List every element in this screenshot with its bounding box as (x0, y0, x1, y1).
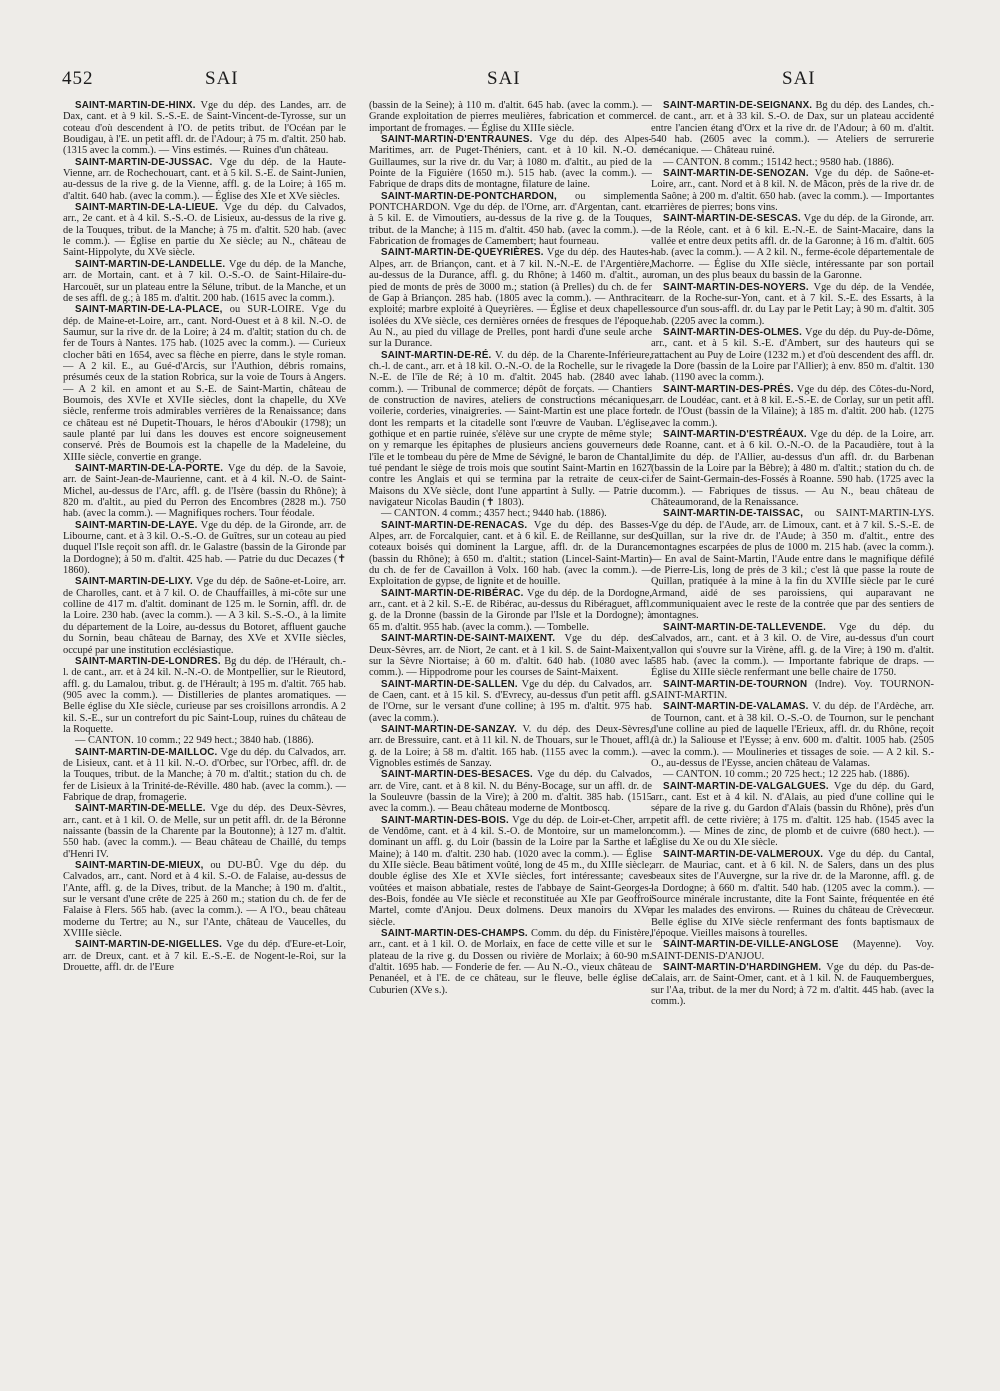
entry-text: V. du dép. de la Charente-Inférieure, ch.-l. de cant., arr. et à 18 kil. O.-N.-O. de la Rochelle, sur le rivage N.-E. de l'île de Ré; à 10 m. d'altit. 2045 hab. (2840 avec la comm.). — Tribunal de commerce; dépôt de forçats. — Chantiers de construction de navires, ateliers de constructions mécaniques, voilerie, corderies, vinaigreries. — Saint-Martin est une place forte dont les remparts et la citadelle sont l'œuvre de Vauban. L'église, gothique et en partie ruinée, s'élève sur une crypte de même style; on y remarque les épitaphes de plusieurs anciens gouverneurs de l'île et le tombeau du père de Mme de Sévigné, le baron de Chantal, tué pendant le siège de trois mois que soutint Saint-Martin en 1627 contre les Anglais et qui se termina par la retraite de ceux-ci. Maisons du XVe siècle, dont l'une appartint à Sully. — Patrie du navigateur Nicolas Baudin (✝ 1803). (369, 349, 652, 509)
entry-headword: SAINT-MARTIN-DE-SEIGNANX. (663, 100, 813, 111)
dictionary-entry (63, 735, 346, 746)
entry-text: Vge du dép. du Calvados, arr., 2e cant. et à 4 kil. S.-S.-O. de Lisieux, au-dessus de la rive g. de la Touques, tribut. de la Manche; à 75 m. d'altit. 520 hab. (avec le comm.). — Église en partie du Xe siècle; au N., château de Saint-Hippolyte, du XVe siècle. (63, 202, 346, 259)
entry-text: V. du dép. des Deux-Sèvres, arr. de Bressuire, cant. et à 11 kil. N. de Thouars, sur le Thouet, affl. g. de la Loire; à 58 m. d'altit. 165 hab. (1155 avec la comm.). — Vignobles estimés de Sanzay. (369, 723, 652, 769)
dictionary-entry (651, 100, 934, 157)
dictionary-entry (651, 213, 934, 281)
entry-text: Vge du dép. de la Gironde, arr. de Libourne, cant. et à 3 kil. O.-S.-O. de Guîtres, sur un coteau au pied duquel l'Isle reçoit son affl. dr. le Galastre (bassin de la Gironde par la Dordogne); à 50 m. d'altit. 425 hab. — Patrie du duc Decazes (✝ 1860). (63, 519, 346, 577)
dictionary-entry (651, 849, 934, 940)
dictionary-entry (369, 588, 652, 633)
entry-headword: SAINT-MARTIN-DES-NOYERS. (663, 281, 809, 293)
running-head-center: SAI (487, 68, 521, 89)
entry-headword: SAINT-MARTIN-D'ESTRÉAUX. (663, 428, 807, 440)
entry-text: Vge du dép. du Calvados, arr. de Vire, cant. et à 8 kil. N. du Bény-Bocage, sur un affl. dr. de la Souleuvre (bassin de la Vire); à 200 m. d'altit. 385 hab. (1515 avec la comm.). — Beau château moderne de Montboscq. (369, 769, 652, 815)
entry-headword: SAINT-MARTIN-DE-TALLEVENDE. (663, 621, 827, 633)
dictionary-entry (651, 622, 934, 679)
dictionary-entry (651, 508, 934, 621)
entry-headword: SAINT-MARTIN-DE-SAINT-MAIXENT. (381, 633, 556, 645)
entry-text: — CANTON. 8 comm.; 15142 hect.; 9580 hab. (1886). (663, 156, 894, 168)
entry-headword: SAINT-MARTIN-DE-VALGALGUES. (663, 780, 829, 792)
entry-headword: SAINT-MARTIN-DE-LONDRES. (75, 655, 221, 667)
entry-headword: SAINT-MARTIN-DE-SALLEN. (381, 678, 518, 690)
entry-text: Vge du dép. des Basses-Alpes, arr. de Forcalquier, cant. et à 6 kil. E. de Reillanne, sur des coteaux boisés qui dominent la Largue, affl. dr. de la Durance (bassin du Rhône); à 650 m. d'altit.; station (Lincel-Saint-Martin) du ch. de fer de Cavaillon à Volx. 160 hab. (avec la comm.). — Exploitation de gypse, de lignite et de houille. (369, 519, 652, 588)
page-number: 452 (62, 68, 94, 89)
entry-headword: SAINT-MARTIN-DES-OLMES. (663, 326, 803, 338)
dictionary-entry (63, 860, 346, 939)
dictionary-entry (63, 576, 346, 655)
dictionary-entry (63, 747, 346, 804)
entry-headword: SAINT-MARTIN-DE-LANDELLE. (75, 258, 226, 270)
entry-text: Vge du dép. de la Savoie, arr. de Saint-Jean-de-Maurienne, cant. et à 4 kil. N.-O. de Saint-Michel, au-dessus de l'Arc, affl. g. de l'Isère (bassin du Rhône); à 820 m. d'altit., au pied du Perron des Encombres (2828 m.). 750 hab. (avec la comm.). — Magnifiques rochers. Tour féodale. (63, 463, 346, 520)
dictionary-entry (651, 781, 934, 849)
entry-headword: SAINT-MARTIN-DE-QUEYRIÈRES. (381, 247, 544, 259)
dictionary-entry (369, 815, 652, 928)
dictionary-entry (63, 259, 346, 304)
page-header (0, 68, 1000, 98)
running-head-left: SAI (205, 68, 239, 89)
entry-text: — CANTON. 10 comm.; 20 725 hect.; 12 225 hab. (1886). (663, 769, 910, 781)
entry-headword: SAINT-MARTIN-DE-SANZAY. (381, 723, 517, 735)
entry-headword: SAINT-MARTIN-DE-SESCAS. (663, 213, 801, 225)
running-head-right: SAI (782, 68, 816, 89)
entry-text: Vge du dép. de la Gironde, arr. de la Réole, cant. et à 6 kil. E.-N.-E. de Saint-Macaire, dans la vallée et entre deux petits affl. dr. de la Garonne; à 16 m. d'altit. 605 hab. (avec la comm.). — A 2 kil. N., ferme-école départementale de Machorre. — Église du XIIe siècle, intéressante par son portail roman, un des plus beaux du bassin de la Garonne. (651, 213, 934, 282)
entry-text: ou SUR-LOIRE. Vge du dép. de Maine-et-Loire, arr., cant. Nord-Ouest et à 8 kil. N.-O. de Saumur, sur la rive dr. de la Loire; à 24 m. d'altit; station du ch. de fer de Tours à Nantes. 175 hab. (1025 avec la comm.). — Curieux clocher bâti en 1654, avec sa flèche en pierre, dans le style roman. — A 2 kil. E., au Gué-d'Arcis, sur l'Authion, débris romains, présumés ceux de la station Robrica, sur la voie de Tours à Angers. — A 2 kil. en amont et au S.-E. de Saint-Martin, château de Boumois, des XVIe et XVIIe siècles, dont la chapelle, du XVe siècle, renferme trois admirables verrières de la Renaissance; dans ce château est né Dupetit-Thouars, le héros d'Aboukir (1798); un saule planté par lui dans les douves est encore soigneusement conservé. Près de Boumois est la chapelle de la Madeleine, du XIIIe siècle, convertie en grange. (63, 304, 346, 463)
entry-text: Vge du dép. de la Dordogne, arr., cant. et à 2 kil. S.-E. de Ribérac, au-dessus du Ribéraguet, affl. g. de la Dronne (bassin de la Gironde par l'Isle et la Dordogne); à 65 m. d'altit. 955 hab. (avec la comm.). — Tombelle. (369, 587, 652, 633)
entry-headword: SAINT-MARTIN-DE-LA-PORTE. (75, 463, 224, 474)
entry-headword: SAINT-MARTIN-DE-TAISSAC, (663, 508, 804, 520)
entry-text: Vge du dép. du Gard, arr., cant. Est et à 4 kil. N. d'Alais, au pied d'une colline qui le sépare de la rive g. du Gardon d'Alais (bassin du Rhône), près d'un petit affl. de cette rivière; à 175 m. d'altit. 125 hab. (1545 avec la comm.). — Mines de zinc, de plomb et de cuivre (680 hect.). — Église du Xe ou du XIe siècle. (651, 780, 934, 849)
entry-text: — CANTON. 4 comm.; 4357 hect.; 9440 hab. (1886). (381, 508, 607, 520)
dictionary-entry (63, 939, 346, 973)
entry-text: Bg du dép. de l'Hérault, ch.-l. de cant., arr. et à 24 kil. N.-N.-O. de Montpellier, sur le Rieutord, affl. g. du Lamalou, tribut. g. de l'Hérault; à 195 m. d'altit. 765 hab. (905 avec la comm.). — Distilleries de plantes aromatiques. — Belle église du XIe siècle, curieuse par ses croisillons arrondis. A 2 kil. S.-E., sur un contrefort du pic Saint-Loup, ruines du château de la Roquette. (63, 655, 346, 735)
dictionary-entry (651, 679, 934, 702)
entry-headword: SAINT-MARTIN-DE-LA-PLACE, (75, 304, 223, 316)
entry-text: Comm. du dép. du Finistère, arr., cant. et à 1 kil. O. de Morlaix, en face de cette ville et sur le plateau de la rive g. du Dossen ou rivière de Morlaix; à 60-90 m. d'altit. 1695 hab. — Fonderie de fer. — Au N.-O., vieux château de Penanéel, et à l'E. de ce château, sur le fleuve, belle église de Cuburien (XVe s.). (369, 928, 652, 996)
entry-text: — CANTON. 10 comm.; 22 949 hect.; 3840 hab. (1886). (75, 735, 314, 747)
dictionary-entry (63, 463, 346, 520)
dictionary-entry (369, 191, 652, 248)
dictionary-entry (369, 350, 652, 509)
entry-headword: SAINT-MARTIN-DES-BESACES. (381, 769, 533, 781)
entry-text: Vge du dép. d'Eure-et-Loir, arr. de Dreux, cant. et à 7 kil. E.-S.-E. de Nogent-le-Roi, sur la Drouette, affl. dr. de l'Eure (63, 939, 346, 974)
dictionary-entry (369, 769, 652, 814)
entry-text: Vge du dép. du Cantal, arr. de Mauriac, cant. et à 6 kil. N. de Salers, dans un des plus beaux sites de l'Auvergne, sur la rive dr. de la Maronne, affl. g. de la Dordogne; à 660 m. d'altit. 540 hab. (1205 avec la comm.). — Source minérale incrustante, dite la Font Sainte, fréquentée en été par les malades des environs. — Ruines du château de Crèvecœur. Belle église du XIVe siècle renfermant des fonts baptismaux de l'époque. Vieilles maisons à tourelles. (651, 848, 934, 940)
dictionary-entry (651, 769, 934, 780)
text-column-1 (63, 100, 346, 1378)
dictionary-entry (63, 157, 346, 202)
entry-headword: SAINT-MARTIN-DE-RENACAS. (381, 519, 528, 531)
entry-headword: SAINT-MARTIN-DE-LIXY. (75, 576, 193, 588)
entry-text: (Mayenne). Voy. SAINT-DENIS-D'ANJOU. (651, 939, 934, 962)
dictionary-entry (369, 100, 652, 134)
dictionary-entry (651, 429, 934, 508)
entry-text: Vge du dép. de la Manche, arr. de Mortain, cant. et à 7 kil. O.-S.-O. de Saint-Hilaire-du-Harcouët, sur un plateau entre la Sélune, tribut. de la Manche, et un de ses affl. de g.; à 185 m. d'altit. 200 hab. (1615 avec la comm.). (63, 258, 346, 304)
entry-headword: SAINT-MARTIN-DE-VALAMAS. (663, 701, 809, 713)
entry-text: (Indre). Voy. TOURNON-SAINT-MARTIN. (651, 678, 934, 701)
entry-text: Vge du dép. de la Loire, arr. de Roanne, cant. et à 6 kil. O.-N.-O. de la Pacaudière, tout à la limite du dép. de l'Allier, au-dessus d'un affl. dr. du Barbenan (bassin de la Loire par la Bèbre); à 480 m. d'altit.; station du ch. de fer de Saint-Germain-des-Fossés à Roanne. 590 hab. (1725 avec la comm.). — Fabriques de tissus. — Au N., beau château de Châteaumorand, de la Renaissance. (651, 428, 934, 509)
entry-text: Vge du dép. des Alpes-Maritimes, arr. de Puget-Théniers, cant. et à 10 kil. N.-O. de Guillaumes, sur la rive dr. du Var; à 1080 m. d'altit., au pied de la Pointe de la Figuière (1650 m.). 515 hab. (avec la comm.). — Fabrique de draps dits de montagne, filature de laine. (369, 134, 652, 191)
dictionary-entry (369, 928, 652, 996)
entry-headword: SAINT-MARTIN-DE-HINX. (75, 100, 196, 111)
entry-headword: SAINT-MARTIN-D'ENTRAUNES. (381, 134, 533, 146)
dictionary-entry (63, 202, 346, 259)
dictionary-entry (63, 656, 346, 735)
entry-text: Vge du dép. des Deux-Sèvres, arr. de Niort, 2e cant. et à 1 kil. S. de Saint-Maixent, sur la Sèvre Niortaise; à 60 m. d'altit. 640 hab. (1080 avec la comm.). — Hippodrome pour les courses de Saint-Maixent. (369, 633, 652, 679)
entry-text: ou DU-BÛ. Vge du dép. du Calvados, arr., cant. Nord et à 4 kil. S.-O. de Falaise, au-dessus de l'Ante, affl. g. de la Dives, tribut. de la Manche; à 190 m. d'altit., sur le versant d'une crête de 225 à 260 m.; station du ch. de fer de Falaise à Flers. 565 hab. (avec la comm.). — A l'O., beau château moderne du Tertre; au N., sur l'Ante, château de Vaucelles, du XVIIIe siècle. (63, 860, 346, 940)
dictionary-entry (369, 679, 652, 724)
entry-text: Vge du dép. des Deux-Sèvres, arr., cant. et à 1 kil. O. de Melle, sur un petit affl. dr. de la Béronne naissante (bassin de la Charente par la Boutonne); à 127 m. d'altit. 550 hab. (avec la comm.). — Beau château de Chaillé, du temps d'Henri IV. (63, 803, 346, 860)
dictionary-entry (63, 304, 346, 463)
entry-headword: SAINT-MARTIN-DES-CHAMPS. (381, 928, 528, 940)
entry-text: Vge du dép. des Côtes-du-Nord, arr. de Loudéac, cant. et à 8 kil. E.-S.-E. de Corlay, sur un petit affl. dr. de l'Oust (bassin de la Vilaine); à 185 m. d'altit. 200 hab. (1275 avec la comm.). (651, 383, 934, 429)
entry-text: Vge du dép. de la Haute-Vienne, arr. de Rochechouart, cant. et à 5 kil. S.-E. de Saint-Junien, au-dessus de la rive g. de la Vienne, affl. g. de la Loire; à 165 m. d'altit. 640 hab. (avec la comm.). — Église des XIe et XVe siècles. (63, 156, 346, 202)
entry-headword: SAINT-MARTIN-DES-BOIS. (381, 814, 509, 826)
entry-text: Vge du dép. de Loir-et-Cher, arr. de Vendôme, cant. et à 4 kil. S.-O. de Montoire, sur un mamelon dominant un affl. g. du Loir (bassin de la Loire par la Sarthe et la Maine); à 140 m. d'altit. 230 hab. (1020 avec la comm.). — Église du XIIe siècle. Beau bâtiment voûté, long de 45 m., du XIIIe siècle; double église des XIe et XVIe siècles, fort intéressante; caves voûtées et maison abbatiale, restes de l'abbaye de Saint-Georges-des-Bois, fondée au VIe siècle et reconstituée au XIe par Geoffroi Martel, comte d'Anjou. Deux dolmens. Deux manoirs du XVe siècle. (369, 814, 652, 928)
dictionary-entry (369, 247, 652, 349)
entry-headword: SAINT-MARTIN-DE-NIGELLES. (75, 939, 223, 951)
entry-text: Vge du dép. du Calvados, arr. de Caen, cant. et à 15 kil. S. d'Evrecy, au-dessus d'un petit affl. g. de l'Orne, sur le versant d'une colline; à 195 m. d'altit. 975 hab. (avec la comm.). (369, 678, 652, 724)
entry-text: Vge du dép. du Calvados, arr. de Lisieux, cant. et à 11 kil. N.-O. d'Orbec, sur l'Orbec, affl. dr. de la Touques, tribut. de la Manche; à 70 m. d'altit.; station du ch. de fer de Lisieux à la Trinité-de-Réville. 480 hab. (avec la comm.). — Fabrique de drap, fromagerie. (63, 746, 346, 803)
entry-text: Vge du dép. des Landes, arr. de Dax, cant. et à 9 kil. S.-S.-E. de Saint-Vincent-de-Tyrosse, sur un coteau d'où descendent à l'O. de petits tribut. de l'Océan par le Boudigau, à l'E. un petit affl. dr. de l'Adour; à 75 m. d'altit. 250 hab. (1315 avec la comm.). — Vins estimés. — Ruines d'un château. (63, 100, 346, 157)
entry-headword: SAINT-MARTIN-DE-MIEUX, (75, 860, 204, 872)
dictionary-entry (651, 157, 934, 168)
entry-text: Vge du dép. de la Vendée, arr. de la Roche-sur-Yon, cant. et à 7 kil. S.-E. des Essarts, à la source d'un sous-affl. dr. du Lay par le Petit Lay; à 90 m. d'altit. 305 hab. (2205 avec la comm.). (651, 281, 934, 327)
dictionary-entry (651, 282, 934, 327)
entry-headword: SAINT-MARTIN-DE-MAILLOC. (75, 746, 218, 758)
entry-headword: SAINT-MARTIN-DE-LA-LIEUE. (75, 202, 219, 214)
entry-text: Vge du dép. des Hautes-Alpes, arr. de Briançon, cant. et à 7 kil. N.-N.-E. de l'Argentière, au-dessus de la Durance, affl. g. du Rhône; à 1460 m. d'altit., au pied de monts de près de 3000 m.; station (à Prelles) du ch. de fer de Gap à Briançon. 285 hab. (1805 avec la comm.). — Anthracite exploité; marbre exploité à Queyrières. — Église et deux chapelles isolées du XVe siècle, ces dernières ornées de fresques de l'époque. Au N., au pied du village de Prelles, pont hardi d'une seule arche sur la Durance. (369, 247, 652, 350)
dictionary-entry (651, 168, 934, 213)
dictionary-entry (63, 100, 346, 157)
entry-headword: SAINT-MARTIN-DE-MELLE. (75, 803, 206, 815)
entry-headword: SAINT-MARTIN-DE-RÉ. (381, 349, 492, 361)
entry-text: Vge du dép. de Saône-et-Loire, arr. de Charolles, cant. et à 7 kil. O. de Chauffailles, à mi-côte sur une colline de 417 m. d'altit. dominant de 125 m. le Sornin, affl. dr. de la Loire. 230 hab. (avec la comm.). — A 3 kil. S.-S.-O., à la limite du département de la Loire, au-dessus du Botoret, affluent gauche du Sornin, beau château de Barnay, des XVe et XVIIe siècles, occupé par une institution ecclésiastique. (63, 576, 346, 656)
dictionary-entry (651, 327, 934, 384)
dictionary-entry (651, 701, 934, 769)
dictionary-entry (369, 724, 652, 769)
entry-headword: SAINT-MARTIN-DE-PONTCHARDON, (381, 190, 557, 202)
dictionary-entry (651, 962, 934, 1007)
entry-headword: SAINT-MARTIN-DE-LAYE. (75, 519, 198, 531)
entry-text: V. du dép. de l'Ardèche, arr. de Tournon, cant. et à 38 kil. O.-S.-O. de Tournon, sur le penchant d'une colline au pied de laquelle l'Erieux, affl. dr. du Rhône, reçoit (à dr.) la Saliouse et l'Eysse; à env. 600 m. d'altit. 1005 hab. (2505 avec la comm.). — Moulineries et tissages de soie. — A 2 kil. S.-O., au-dessus de l'Eysse, ancien château de Valamas. (651, 701, 934, 769)
dictionary-entry (651, 384, 934, 429)
text-column-3 (651, 100, 934, 1378)
dictionary-entry (369, 633, 652, 678)
dictionary-entry (63, 803, 346, 860)
dictionary-entry (651, 939, 934, 962)
entry-headword: SAINT-MARTIN-DE-TOURNON (663, 678, 808, 690)
entry-headword: SAINT-MARTIN-DE-SENOZAN. (663, 168, 809, 180)
entry-headword: SAINT-MARTIN-DES-PRÉS. (663, 383, 794, 395)
entry-text: Vge du dép. du Pas-de-Calais, arr. de Saint-Omer, cant. et à 1 kil. N. de Fauquembergues, sur l'Aa, tribut. de la mer du Nord; à 72 m. d'altit. 445 hab. (avec la comm.). (651, 962, 934, 1008)
entry-headword: SAINT-MARTIN-DE-RIBÉRAC. (381, 587, 524, 599)
entry-text: Vge du dép. du Puy-de-Dôme, arr., cant. et à 5 kil. S.-E. d'Ambert, sur des hauteurs qui se rattachent au Puy de Loire (1232 m.) et d'où descendent des affl. dr. de la Dore (bassin de la Loire par l'Allier); à env. 850 m. d'altit. 130 hab. (1190 avec la comm.). (651, 326, 934, 384)
dictionary-entry (63, 520, 346, 577)
entry-text: (bassin de la Seine); à 110 m. d'altit. 645 hab. (avec la comm.). — Grande exploitation de pierres meulières, fabrication et commerce important de fromages. — Église du XIIIe siècle. (369, 100, 652, 134)
entry-text: Vge du dép. de Saône-et-Loire, arr., cant. Nord et à 8 kil. N. de Mâcon, près de la rive dr. de la Saône; à 200 m. d'altit. 650 hab. (avec la comm.). — Importantes carrières de pierres; bons vins. (651, 168, 934, 214)
entry-headword: SAINT-MARTIN-DE-VILLE-ANGLOSE (663, 939, 839, 951)
dictionary-entry (369, 520, 652, 588)
entry-headword: SAINT-MARTIN-DE-JUSSAC. (75, 156, 213, 168)
entry-text: Bg du dép. des Landes, ch.-l. de cant., arr. et à 33 kil. S.-O. de Dax, sur un plateau accidenté entre l'ancien étang d'Orx et la rive dr. de l'Adour; à 60 m. d'altit. 540 hab. (2605 avec la comm.). — Ateliers de serrurerie mécanique. — Château ruiné. (651, 100, 934, 157)
dictionary-entry (369, 134, 652, 191)
dictionary-entry (369, 508, 652, 519)
entry-headword: SAINT-MARTIN-D'HARDINGHEM. (663, 962, 822, 974)
text-column-2 (369, 100, 652, 1378)
entry-text: ou simplement PONTCHARDON. Vge du dép. de l'Orne, arr. d'Argentan, cant. et à 5 kil. E. de Vimoutiers, au-dessus de la rive g. de la Touques, tribut. de la Manche; à 115 m. d'altit. 450 hab. (avec la comm.). — Fabrication de fromages de Camembert; haut fourneau. (369, 190, 652, 248)
entry-headword: SAINT-MARTIN-DE-VALMEROUX. (663, 848, 824, 860)
entry-text: Vge du dép. du Calvados, arr., cant. et à 3 kil. O. de Vire, au-dessus d'un court vallon qui s'ouvre sur la Virène, affl. g. de la Vire; à 190 m. d'altit. 585 hab. (avec la comm.). — Importante fabrique de draps. — Église du XIIIe siècle renfermant une belle chaire de 1750. (651, 621, 934, 679)
entry-text: ou SAINT-MARTIN-LYS. Vge du dép. de l'Aude, arr. de Limoux, cant. et à 7 kil. S.-S.-E. de Quillan, sur la rive dr. de l'Aude; à 350 m. d'altit., entre des montagnes escarpées de plus de 1000 m. 215 hab. (avec la comm.). — En aval de Saint-Martin, l'Aude entre dans le magnifique défilé de Pierre-Lis, long de près de 3 kil.; c'est là que passe la route de Quillan, pratiquée à la mine à la fin du XVIIIe siècle par le curé Armand, aidé de ses paroissiens, qui auparavant ne communiquaient avec le reste de la contrée que par des sentiers de montagnes. (651, 508, 934, 622)
